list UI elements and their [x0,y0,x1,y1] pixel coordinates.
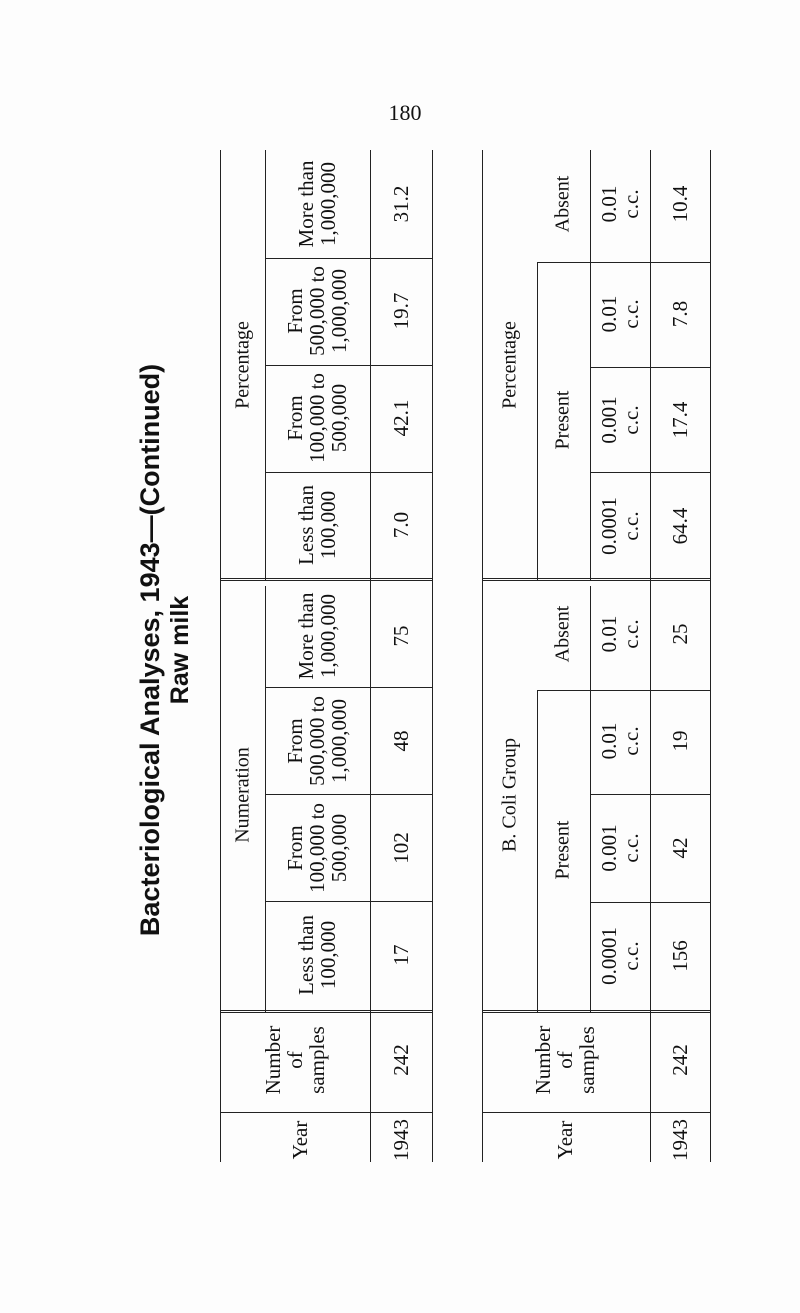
volume-header: 0.01 c.c. [596,722,643,760]
percentage-value: 19.7 [388,292,413,330]
volume-header: 0.001 c.c. [596,396,643,444]
percentage-header: Percentage [498,321,521,409]
coli-count-value: 25 [667,623,692,645]
numeration-header: Numeration [231,747,254,843]
numeration-value: 48 [388,730,413,752]
range-header-less-than-100k: Less than 100,000 [293,915,340,995]
coli-count-value: 156 [667,940,692,972]
samples-header: Number of samples [260,1025,330,1095]
percentage-value: 10.4 [667,185,692,223]
absent-header: Absent [551,175,574,233]
samples-header: Number of samples [530,1025,600,1095]
absent-header: Absent [551,605,574,663]
range-header-500k-1m: From 500,000 to 1,000,000 [282,266,352,356]
volume-header: 0.01 c.c. [596,185,643,223]
range-header-more-than-1m: More than 1,000,000 [293,160,340,248]
range-header-100k-500k: From 100,000 to 500,000 [282,373,352,463]
volume-header: 0.001 c.c. [596,824,643,872]
samples-value: 242 [667,1044,692,1076]
coli-count-value: 42 [667,837,692,859]
numeration-value: 17 [388,944,413,966]
present-header: Present [551,820,574,880]
percentage-value: 7.0 [388,511,413,539]
range-header-500k-1m: From 500,000 to 1,000,000 [282,696,352,786]
volume-header: 0.0001 c.c. [596,927,643,985]
page-number: 180 [388,100,422,125]
range-header-more-than-1m: More than 1,000,000 [293,592,340,680]
page-title: Bacteriological Analyses, 1943—(Continued) [134,363,165,937]
year-value: 1943 [667,1119,692,1161]
samples-value: 242 [388,1044,413,1076]
volume-header: 0.01 c.c. [596,615,643,653]
volume-header: 0.0001 c.c. [596,497,643,555]
percentage-value: 7.8 [667,300,692,328]
year-header: Year [287,1120,312,1160]
coli-count-value: 19 [667,730,692,752]
year-value: 1943 [388,1119,413,1161]
percentage-value: 42.1 [388,399,413,437]
percentage-value: 17.4 [667,401,692,439]
volume-header: 0.01 c.c. [596,295,643,333]
percentage-value: 31.2 [388,185,413,223]
numeration-value: 75 [388,625,413,647]
numeration-value: 102 [388,832,413,864]
percentage-header: Percentage [231,321,254,409]
page-subtitle: Raw milk [165,595,194,705]
coli-group-header: B. Coli Group [498,738,521,852]
year-header: Year [552,1120,577,1160]
percentage-value: 64.4 [667,507,692,545]
present-header: Present [551,390,574,450]
range-header-100k-500k: From 100,000 to 500,000 [282,803,352,893]
range-header-less-than-100k: Less than 100,000 [293,485,340,565]
